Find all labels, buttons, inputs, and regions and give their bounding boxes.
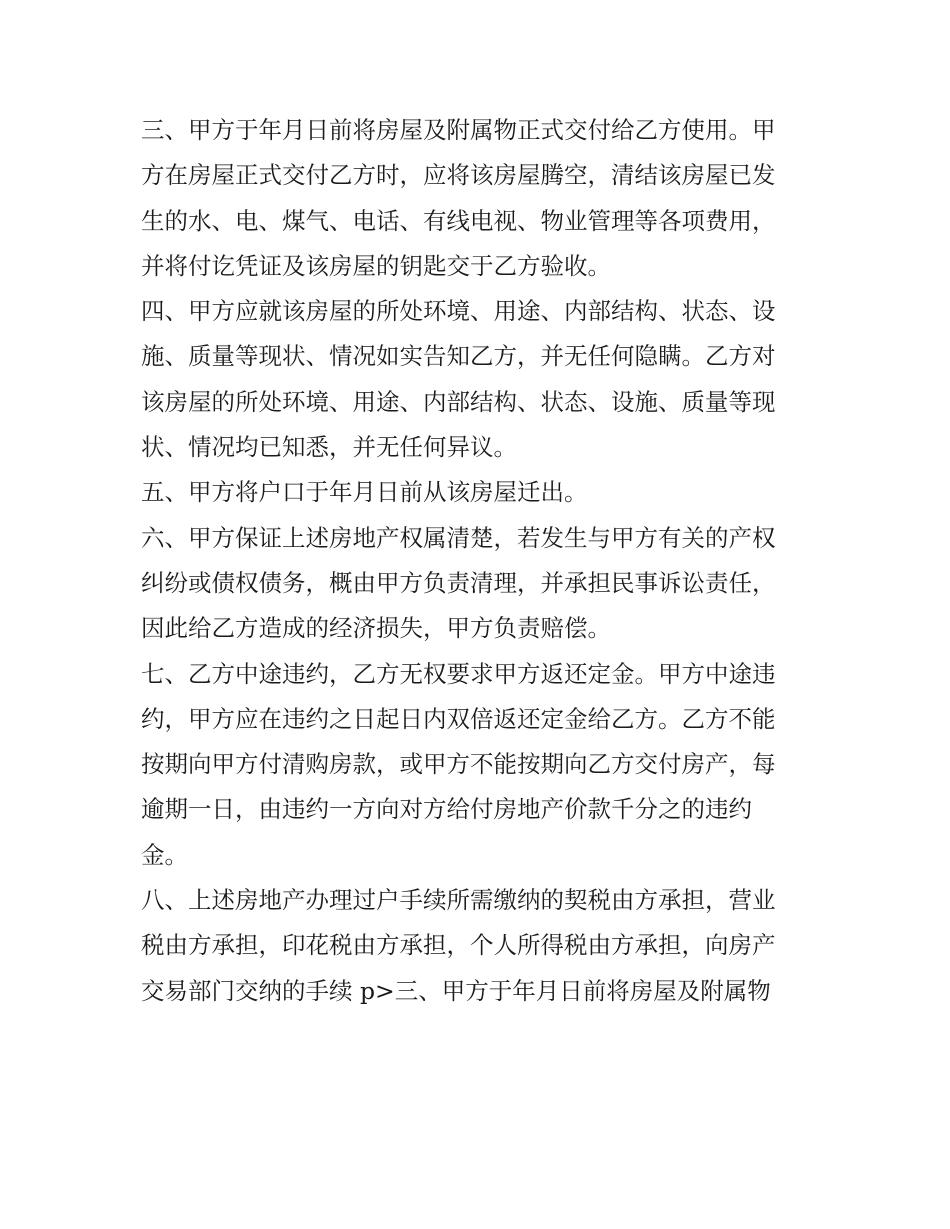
text-line-15: 按期向甲方付清购房款，或甲方不能按期向乙方交付房产，每 (141, 750, 776, 779)
text-line-2: 方在房屋正式交付乙方时，应将该房屋腾空，清结该房屋已发 (141, 161, 776, 190)
text-line-11: 纠纷或债权债务，概由甲方负责清理，并承担民事诉讼责任， (141, 568, 776, 597)
text-line-3: 生的水、电、煤气、电话、有线电视、物业管理等各项费用， (141, 206, 776, 235)
text-line-6: 施、质量等现状、情况如实告知乙方，并无任何隐瞒。乙方对 (141, 342, 776, 371)
text-line-5: 四、甲方应就该房屋的所处环境、用途、内部结构、状态、设 (141, 297, 776, 326)
text-line-13: 七、乙方中途违约，乙方无权要求甲方返还定金。甲方中途违 (141, 659, 776, 688)
text-line-17: 金。 (141, 840, 188, 869)
text-line-20: 交易部门交纳的手续 p>三、甲方于年月日前将房屋及附属物 (141, 976, 771, 1005)
text-line-7: 该房屋的所处环境、用途、内部结构、状态、设施、质量等现 (141, 387, 776, 416)
text-line-19: 税由方承担，印花税由方承担，个人所得税由方承担，向房产 (141, 931, 776, 960)
text-line-1: 三、甲方于年月日前将房屋及附属物正式交付给乙方使用。甲 (141, 116, 776, 144)
text-line-8: 状、情况均已知悉，并无任何异议。 (141, 433, 517, 462)
text-line-18: 八、上述房地产办理过户手续所需缴纳的契税由方承担，营业 (141, 886, 776, 915)
text-line-12: 因此给乙方造成的经济损失，甲方负责赔偿。 (141, 614, 611, 643)
text-line-14: 约，甲方应在违约之日起日内双倍返还定金给乙方。乙方不能 (141, 704, 776, 733)
text-line-4: 并将付讫凭证及该房屋的钥匙交于乙方验收。 (141, 251, 611, 280)
contract-text (141, 108, 821, 1014)
text-line-10: 六、甲方保证上述房地产权属清楚，若发生与甲方有关的产权 (141, 523, 776, 552)
text-line-9: 五、甲方将户口于年月日前从该房屋迁出。 (141, 478, 588, 507)
text-line-16: 逾期一日，由违约一方向对方给付房地产价款千分之的违约 (141, 795, 752, 824)
